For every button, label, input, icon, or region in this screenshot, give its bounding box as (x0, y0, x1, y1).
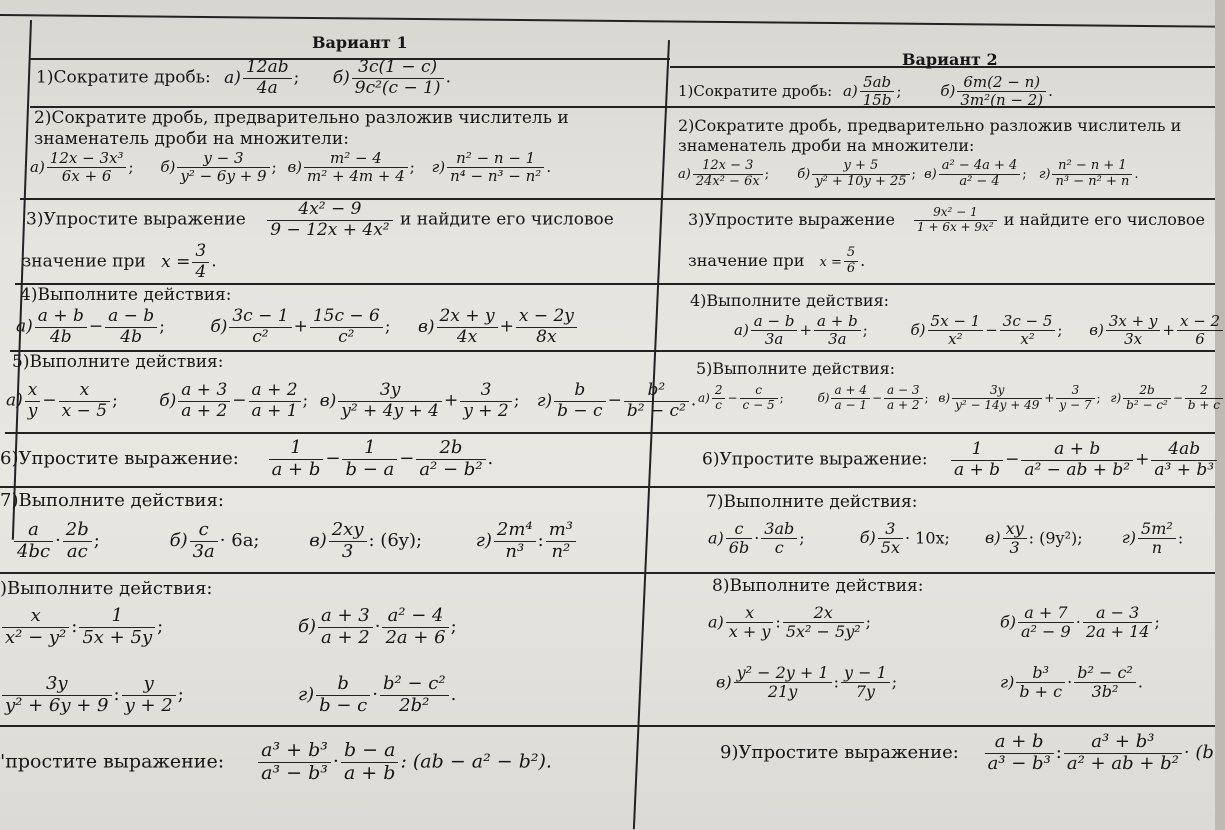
row-line-8 (0, 725, 1215, 727)
v2-task3-value: значение при x = $\frac{5}{6}$ . (688, 245, 866, 276)
v2-task7-items: а) $\frac{c}{6b}$ · $\frac{3ab}{c}$ ; б) $\frac{3}{5x}$ · 10x; в) $\frac{xy}{3}$ : (9y²); г) $\frac{\text{5m²}}{n}$ : (708, 519, 1184, 558)
v2-task1: 1)Сократите дробь: а) $\frac{5ab}{15b}$ ; б) $\frac{6m(2 - n)}{\text{3m²(n − 2)}}$ . (678, 73, 1053, 110)
v1-task2-line1: 2)Сократите дробь, предварительно разложив числитель и (34, 108, 569, 128)
v1-task7-items: $\frac{a}{4bc}$ · $\frac{2b}{ac}$ ; б) $\frac{c}{3a}$ · 6a; в) $\frac{2xy}{3}$ : (6y); г) $\frac{\text{2m⁴}}{\text{n³}}$ : $\frac{\text{m³}}{\text{n²}}$ (0, 520, 578, 562)
v2-title: Вариант 2 (902, 50, 998, 69)
v1-task3-value: значение при x = $\frac{3}{4}$ . (22, 241, 217, 282)
v1-task1: 1)Сократите дробь: а) $\frac{12ab}{4a}$ ; б) $\frac{3c(1 - c)}{\text{9c²(c − 1)}}$ . (36, 57, 451, 98)
v1-task8-b: б) $\frac{a + 3}{a + 2}$ · $\frac{\text{a² − 4}}{2a + 6}$ ; (298, 605, 457, 648)
v2-task8-c: в) $\frac{\text{y² − 2y + 1}}{21y}$ : $\frac{y - 1}{7y}$ ; (716, 663, 898, 702)
row-line-6 (0, 486, 1215, 488)
v2-task8-heading: 8)Выполните действия: (712, 576, 924, 596)
v1-task9: 'простите выражение: $\frac{\text{a³ + b³}}{\text{a³ − b³}}$ · $\frac{b - a}{a + b}$ : (ab − a² − b²). (0, 739, 552, 784)
v2-task6: 6)Упростите выражение: $\frac{1}{a + b}$ − $\frac{a + b}{\text{a² − ab + b²}}$ + $\frac{4ab}{\text{a³ + b³}}$ (702, 440, 1219, 480)
v1-task4-heading: 4)Выполните действия: (20, 285, 232, 305)
v1-task8-heading: )Выполните действия: (0, 578, 213, 599)
v2-task8-a: а) $\frac{x}{x + y}$ : $\frac{2x}{\text{5x² − 5y²}}$ ; (708, 603, 872, 642)
v1-task8-a: $\frac{x}{\text{x² − y²}}$ : $\frac{1}{5x + 5y}$ ; (0, 606, 163, 648)
center-divider (633, 40, 670, 829)
v1-task8-c: $\frac{3y}{\text{y² + 6y + 9}}$ : $\frac{y}{y + 2}$ ; (0, 674, 184, 716)
v2-task2-line2: знаменатель дроби на множители: (678, 136, 975, 155)
v1-task8-d: г) $\frac{b}{b - c}$ · $\frac{\text{b² − c²}}{\text{2b²}}$ . (298, 673, 457, 716)
v2-task5-heading: 5)Выполните действия: (696, 359, 896, 378)
v1-task3: 3)Упростите выражение $\frac{\text{4x² − 9}}{\text{9 − 12x + 4x²}}$ и найдите его числовое (26, 199, 614, 240)
v2-task3: 3)Упростите выражение $\frac{\text{9x² − 1}}{\text{1 + 6x + 9x²}}$ и найдите его числовое (688, 205, 1205, 234)
v2-task2-line1: 2)Сократите дробь, предварительно разложив числитель и (678, 116, 1182, 135)
v2-task8-b: б) $\frac{a + 7}{\text{a² − 9}}$ · $\frac{a - 3}{2a + 14}$ ; (1000, 603, 1160, 642)
v1-task5-heading: 5)Выполните действия: (12, 352, 224, 372)
v2-task5-items: а) $\frac{2}{c}$ − $\frac{c}{c - 5}$ ; б) $\frac{a + 4}{a - 1}$ − $\frac{a - 3}{a + 2}$ ; в) $\frac{3y}{\text{y² − 14y + 49}}$ + $\frac{3}{y - 7}$ ; г) $\frac{2b}{\text{b² − c²}}$ − $\frac{2}{b + c}$ (698, 384, 1225, 413)
v1-task5-items: а) $\frac{x}{y}$ − $\frac{x}{x - 5}$ ; б) $\frac{a + 3}{a + 2}$ − $\frac{a + 2}{a + 1}$ ; в) $\frac{3y}{\text{y² + 4y + 4}}$ + $\frac{3}{y + 2}$ ; г) $\frac{b}{b - c}$ − $\frac{\text{b²}}{\text{b² − c²}}$ . (6, 380, 697, 421)
v2-task2-items: а) $\frac{12x - 3}{\text{24x² − 6x}}$ ; б) $\frac{y + 5}{\text{y² + 10y + 25}}$ ; в) $\frac{\text{a² − 4a + 4}}{\text{a² − 4}}$ ; г) $\frac{\text{n² − n + 1}}{\text{n³ − n² + n}}$ . (678, 158, 1139, 189)
v2-task4-items: а) $\frac{a - b}{3a}$ + $\frac{a + b}{3a}$ ; б) $\frac{5x - 1}{\text{x²}}$ − $\frac{3c - 5}{\text{x²}}$ ; в) $\frac{3x + y}{3x}$ + $\frac{x - 2}{6}$ (734, 313, 1225, 349)
row-line-7 (0, 572, 1215, 574)
top-border (0, 14, 1215, 28)
v2-task8-d: г) $\frac{\text{b³}}{b + c}$ · $\frac{\text{b² − c²}}{\text{3b²}}$ . (1000, 663, 1143, 702)
row-line-5 (5, 432, 1215, 434)
v1-title: Вариант 1 (312, 33, 408, 52)
v2-task9: 9)Упростите выражение: $\frac{a + b}{\text{a³ − b³}}$ : $\frac{\text{a³ + b³}}{\text{a² + ab + b²}}$ · (b (720, 731, 1214, 774)
v1-task2-line2: знаменатель дроби на множители: (34, 129, 349, 149)
v2-task7-heading: 7)Выполните действия: (706, 492, 918, 512)
v1-task6: 6)Упростите выражение: $\frac{1}{a + b}$ − $\frac{1}{b - a}$ − $\frac{2b}{\text{a² − b²}}$ . (0, 437, 494, 480)
v2-task4-heading: 4)Выполните действия: (690, 291, 890, 310)
v1-task7-heading: 7)Выполните действия: (0, 490, 224, 511)
v1-task4-items: а) $\frac{a + b}{4b}$ − $\frac{a - b}{4b}$ ; б) $\frac{3c - 1}{\text{c²}}$ + $\frac{15c - 6}{\text{c²}}$ ; в) $\frac{2x + y}{4x}$ + $\frac{x - 2y}{8x}$ (16, 307, 579, 347)
v1-task2-items: а) $\frac{\text{12x − 3x³}}{6x + 6}$ ; б) $\frac{y - 3}{\text{y² − 6y + 9}}$ ; в) $\frac{\text{m² − 4}}{\text{m² + 4m + 4}}$ ; г) $\frac{\text{n² − n − 1}}{\text{n⁴ − n³ − n²}}$ . (30, 149, 552, 186)
